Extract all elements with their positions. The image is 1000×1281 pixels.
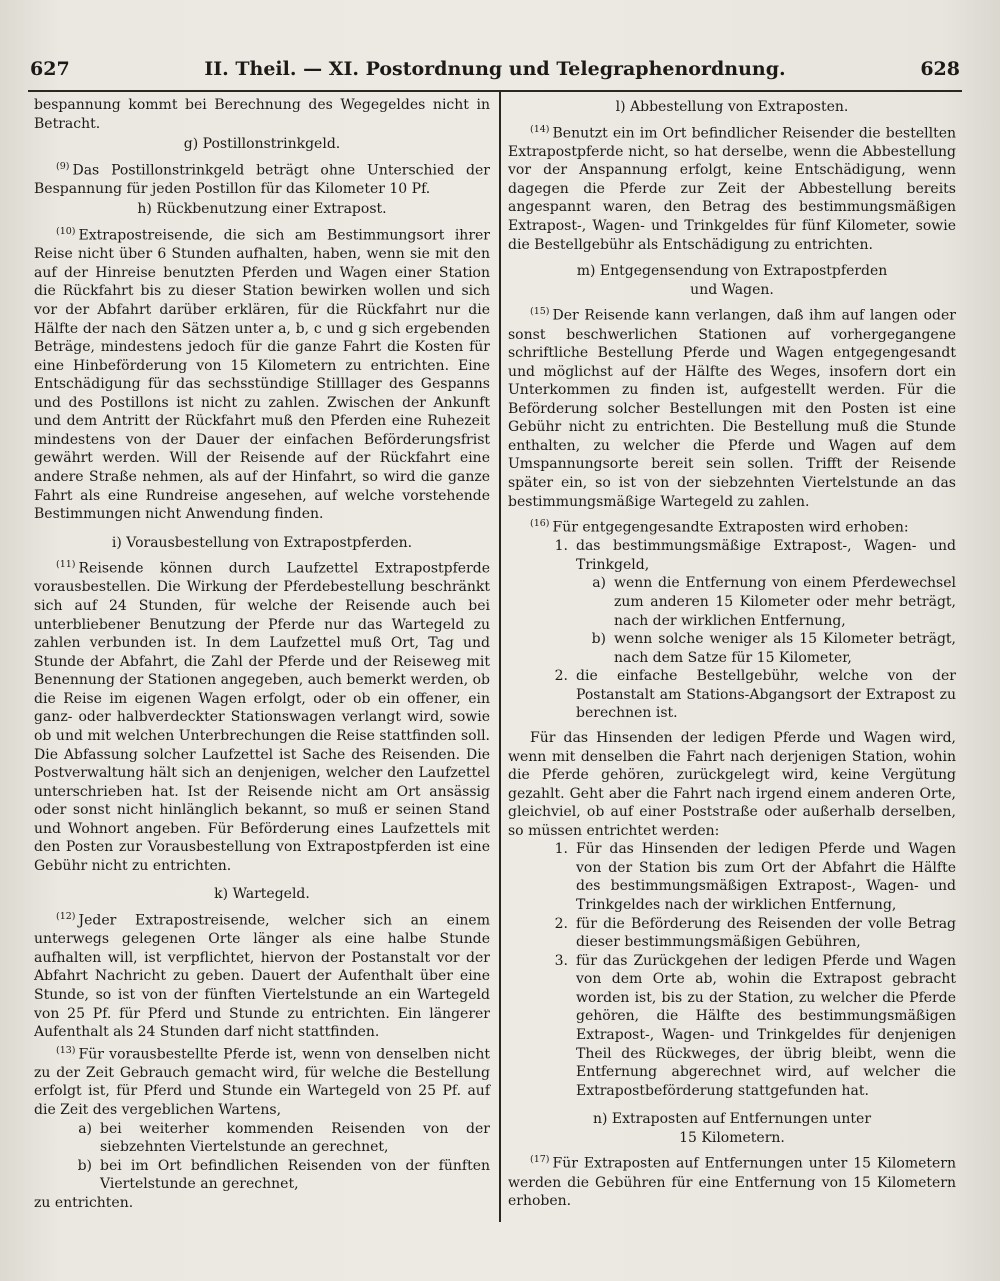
paragraph-10	[34, 223, 490, 524]
paragraph-text: Für entgegengesandte Extraposten wird erhoben:	[552, 519, 909, 536]
section-heading-m: m) Entgegensendung von Extrapostpferden	[576, 263, 888, 280]
paragraph-number: (9)	[56, 160, 70, 172]
list-text: Für das Hinsenden der ledigen Pferde und Wagen von der Station bis zum Ort der Abfahrt die Hälfte des bestimmungsmäßigen Extrapost-, Wagen- und Trinkgeldes nach der wirklichen Entfernung,	[576, 841, 956, 914]
paragraph-17	[508, 1151, 956, 1210]
paragraph-number: (11)	[56, 559, 76, 571]
paragraph-number: (12)	[56, 911, 76, 923]
list-text: bei im Ort befindlichen Reisenden von der fünften Viertelstunde an gerechnet,	[100, 1157, 490, 1193]
paragraph-text: Für vorausbestellte Pferde ist, wenn von denselben nicht zu der Zeit Gebrauch gemacht wird, für welche die Bestellung erfolgt ist, für Pferd und Stunde ein Wartegeld von 25 Pf. auf die Zeit des vergeblichen Wartens,	[34, 1046, 490, 1118]
running-title: II. Theil. — XI. Postordnung und Telegraphenordnung.	[204, 58, 786, 80]
list-text: wenn die Entfernung von einem Pferdewechsel zum anderen 15 Kilometer oder mehr beträgt, nach der wirklichen Entfernung,	[614, 575, 956, 629]
paragraph-12	[34, 908, 490, 1042]
section-heading-m-cont: und Wagen.	[690, 281, 774, 298]
list-text: die einfache Bestellgebühr, welche von der Postanstalt am Stations-Abgangsort der Extrapost zu berechnen ist.	[576, 668, 956, 722]
paragraph-text: Für Extraposten auf Entfernungen unter 15 Kilometern werden die Gebühren für eine Entfernung von 15 Kilometern erhoben.	[508, 1156, 956, 1210]
list-label: 2.	[554, 915, 568, 932]
paragraph-text: Der Reisende kann verlangen, daß ihm auf langen oder sonst beschwerlichen Stationen auf vorhergegangene schriftliche Bestellung Pferde und Wagen entgegengesandt und möglichst auf der Hälfte des Weges, insofern dort ein Unterkommen zu finden ist, aufgestellt werden. Für die Beförderung solcher Bestellungen mit den Posten ist eine Gebühr nicht zu entrichten. Die Bestellung muß die Stunde enthalten, zu welcher die Pferde und Wagen auf dem Umspannungsorte bereit sein sollen. Trifft der Reisende später ein, so ist von der siebzehnten Viertelstunde an das bestimmungsmäßige Wartegeld zu zahlen.	[508, 307, 956, 510]
list-label: b)	[77, 1157, 92, 1174]
list-item-k1	[508, 840, 956, 914]
list-text: für die Beförderung des Reisenden der volle Betrag dieser bestimmungsmäßigen Gebühren,	[576, 915, 956, 951]
paragraph-9	[34, 158, 490, 199]
paragraph-13-end: zu entrichten.	[34, 1194, 134, 1211]
list-label: 1.	[554, 538, 568, 555]
list-label: a)	[592, 575, 606, 592]
list-label: 1.	[554, 841, 568, 858]
paragraph-number: (17)	[530, 1154, 550, 1166]
paragraph-number: (15)	[530, 306, 550, 318]
section-heading-n-cont: 15 Kilometern.	[679, 1129, 785, 1146]
section-heading-l: l) Abbestellung von Extraposten.	[615, 99, 849, 115]
section-heading-n: n) Extraposten auf Entfernungen unter	[592, 1111, 872, 1128]
paragraph-text: Reisende können durch Laufzettel Extrapostpferde vorausbestellen. Die Wirkung der Pferdebestellung beschränkt sich auf 24 Stunden, für welche der Reisende auch bei unterbliebener Benutzung der Pferde nur das Wartegeld zu zahlen verbunden ist. In dem Laufzettel muß Ort, Tag und Stunde der Abfahrt, die Zahl der Pferde und der Reiseweg mit Benennung der Stationen angegeben, auch bemerkt werden, ob die Reise im eigenen Wagen erfolgt, oder ob ein offener, ein ganz- oder halbverdeckter Stationswagen verlangt wird, sowie ob und mit welchen Unterbrechungen die Reise stattfinden soll. Die Abfassung solcher Laufzettel ist Sache des Reisenden. Die Postverwaltung hält sich an denjenigen, welcher den Laufzettel unterschrieben hat. Ist der Reisende nicht am Ort ansässig oder sonst nicht hinlänglich bekannt, so muß er seinen Stand und Wohnort angeben. Für Beförderung eines Laufzettels mit den Posten zur Vorausbestellung von Extrapostpferden ist eine Gebühr nicht zu entrichten.	[34, 560, 490, 874]
header-rule	[28, 90, 962, 92]
list-text: wenn solche weniger als 15 Kilometer beträgt, nach dem Satze für 15 Kilometer,	[614, 631, 956, 666]
section-heading-k: k) Wartegeld.	[214, 886, 310, 903]
paragraph-number: (16)	[530, 518, 550, 530]
paragraph-number: (10)	[56, 226, 76, 238]
list-label: b)	[591, 631, 606, 648]
left-page-number: 627	[30, 58, 70, 80]
list-item-1a	[508, 574, 956, 630]
section-heading-g: g) Postillonstrinkgeld.	[183, 136, 341, 153]
list-item-1b	[508, 630, 956, 667]
list-label: 3.	[554, 952, 568, 969]
paragraph-11	[34, 556, 490, 875]
list-item-k3	[508, 952, 956, 1101]
list-item-b	[34, 1157, 490, 1194]
page-header	[30, 58, 960, 88]
list-text: bei weiterher kommenden Reisenden von der siebzehnten Viertelstunde an gerechnet,	[100, 1120, 490, 1156]
paragraph-number: (14)	[530, 123, 550, 135]
right-page-number: 628	[920, 58, 960, 80]
paragraph-text: Jeder Extrapostreisende, welcher sich an einem unterwegs gelegenen Orte länger als eine halbe Stunde aufhalten will, ist verpflichtet, hiervon der Postanstalt vor der Abfahrt Nachricht zu geben. Dauert der Aufenthalt über eine Stunde, so ist von der fünften Viertelstunde an ein Wartegeld von 25 Pf. für Pferd und Stunde zu entrichten. Ein längerer Aufenthalt als 24 Stunden darf nicht stattfinden.	[34, 912, 490, 1041]
paragraph-16	[508, 515, 956, 537]
paragraph-text: Benutzt ein im Ort befindlicher Reisender die bestellten Extrapostpferde nicht, so hat derselbe, wenn die Abbestellung vor der Anspannung erfolgt, keine Entschädigung, wenn dagegen die Pferde zur Zeit der Abbestellung bereits angespannt waren, den Betrag des bestimmungsmäßigen Extrapost-, Wagen- und Trinkgeldes für fünf Kilometer, sowie die Bestellgebühr als Entschädigung zu entrichten.	[508, 125, 956, 253]
list-label: a)	[78, 1120, 92, 1137]
right-column	[508, 96, 956, 1211]
list-text: für das Zurückgehen der ledigen Pferde und Wagen von dem Orte ab, wohin die Extrapost gebracht worden ist, bis zu der Station, zu welcher die Pferde gehören, die Hälfte des bestimmungsmäßigen Extrapost-, Wagen- und Trinkgeldes für denjenigen Theil des Rückweges, der übrig bleibt, wenn die Entfernung abgerechnet wird, auf welcher die Extrapostbeförderung stattgefunden hat.	[576, 952, 956, 1099]
paragraph-number: (13)	[56, 1044, 76, 1056]
paragraph-16-continued: Für das Hinsenden der ledigen Pferde und Wagen wird, wenn mit denselben die Fahrt nach derjenigen Station, wohin die Pferde gehören, zurückgelegt wird, keine Vergütung gezahlt. Geht aber die Fahrt nach irgend einem anderen Orte, gleichviel, ob auf einer Poststraße oder außerhalb derselben, so müssen entrichtet werden:	[508, 729, 956, 839]
list-item-a	[34, 1120, 490, 1157]
column-divider	[499, 92, 501, 1222]
list-label: 2.	[554, 668, 568, 685]
section-heading-i: i) Vorausbestellung von Extrapostpferden.	[111, 534, 413, 551]
paragraph-text: Das Postillonstrinkgeld beträgt ohne Unterschied der Bespannung für jeden Postillon für das Kilometer 10 Pf.	[34, 162, 490, 197]
paragraph-text: Extrapostreisende, die sich am Bestimmungsort ihrer Reise nicht über 6 Stunden aufhalten, haben, wenn sie mit den auf der Hinreise benutzten Pferden und Wagen einer Station die Rückfahrt bis zu dieser Station bewirken wollen und sich vor der Abfahrt darüber erklären, für die Rückfahrt nur die Hälfte der nach den Sätzen unter a, b, c und g sich ergebenden Beträge, mindestens jedoch für die ganze Fahrt die Kosten für eine Hinbeförderung von 15 Kilometern zu entrichten. Eine Entschädigung für das sechsstündige Stilllager des Gespanns und des Postillons ist nicht zu zahlen. Zwischen der Ankunft und dem Antritt der Rückfahrt muß den Pferden eine Ruhezeit mindestens von der Dauer der einfachen Beförderungsfrist gewährt werden. Will der Reisende auf der Rückfahrt eine andere Straße nehmen, als auf der Hinfahrt, so wird die ganze Fahrt als eine Rundreise angesehen, auf welche vorstehende Bestimmungen nicht Anwendung finden.	[34, 227, 490, 523]
list-item-1	[508, 537, 956, 574]
paragraph-14	[508, 121, 956, 255]
left-column	[34, 96, 490, 1212]
paragraph-continuation: bespannung kommt bei Berechnung des Wegegeldes nicht in Betracht.	[34, 97, 490, 132]
paragraph-13	[34, 1042, 490, 1120]
paragraph-15	[508, 303, 956, 511]
list-text: das bestimmungsmäßige Extrapost-, Wagen- und Trinkgeld,	[576, 538, 956, 573]
section-heading-h: h) Rückbenutzung einer Extrapost.	[137, 201, 387, 218]
list-item-2	[508, 667, 956, 723]
list-item-k2	[508, 915, 956, 952]
